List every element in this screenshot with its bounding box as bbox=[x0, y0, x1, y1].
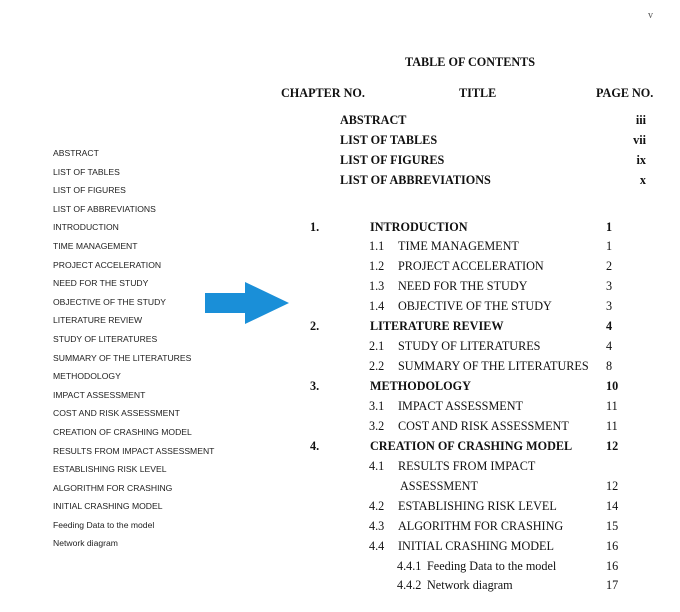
section-number: 1.2 bbox=[369, 259, 385, 273]
section-number: 1.4 bbox=[369, 299, 385, 313]
section-page: 16 bbox=[606, 539, 619, 553]
section-number: 1.1 bbox=[369, 239, 385, 253]
list-item: TIME MANAGEMENT bbox=[53, 240, 138, 251]
chapter-title: CREATION OF CRASHING MODEL bbox=[370, 439, 573, 453]
section-title: COST AND RISK ASSESSMENT bbox=[398, 419, 569, 433]
list-item: LITERATURE REVIEW bbox=[53, 315, 143, 326]
header-title: TITLE bbox=[459, 86, 497, 100]
section-number: 4.2 bbox=[369, 499, 385, 513]
subsection-number: 4.4.1 bbox=[397, 559, 422, 573]
section-title: OBJECTIVE OF THE STUDY bbox=[398, 299, 552, 313]
section-title: STUDY OF LITERATURES bbox=[398, 339, 541, 353]
section-number: 3.2 bbox=[369, 419, 385, 433]
section-title: PROJECT ACCELERATION bbox=[398, 259, 544, 273]
chapter-number: 3. bbox=[310, 379, 320, 393]
chapter-title: LITERATURE REVIEW bbox=[370, 319, 504, 333]
list-item: Feeding Data to the model bbox=[53, 519, 155, 530]
list-item: LIST OF FIGURES bbox=[53, 185, 126, 196]
section-number: 2.1 bbox=[369, 339, 385, 353]
header-page-no: PAGE NO. bbox=[596, 86, 654, 100]
chapter-page: 12 bbox=[606, 439, 619, 453]
section-page: 14 bbox=[606, 499, 619, 513]
section-title-continued: ASSESSMENT bbox=[400, 479, 478, 493]
subsection-title: Network diagram bbox=[427, 578, 513, 592]
toc-title: TABLE OF CONTENTS bbox=[405, 55, 536, 69]
toc-entry-title: ABSTRACT bbox=[340, 113, 407, 127]
toc-entry-page: vii bbox=[633, 133, 646, 147]
section-number: 1.3 bbox=[369, 279, 385, 293]
list-item: METHODOLOGY bbox=[53, 371, 121, 382]
header-chapter-no: CHAPTER NO. bbox=[281, 86, 365, 100]
subsection-page: 16 bbox=[606, 559, 619, 573]
section-page: 8 bbox=[606, 359, 613, 373]
chapter-page: 10 bbox=[606, 379, 619, 393]
section-page: 1 bbox=[606, 239, 613, 253]
list-item: STUDY OF LITERATURES bbox=[53, 333, 158, 344]
section-number: 4.3 bbox=[369, 519, 385, 533]
chapter-title: METHODOLOGY bbox=[370, 379, 471, 393]
section-page: 15 bbox=[606, 519, 619, 533]
section-page: 4 bbox=[606, 339, 613, 353]
section-page: 11 bbox=[606, 399, 618, 413]
list-item: Network diagram bbox=[53, 538, 118, 549]
section-title: RESULTS FROM IMPACT bbox=[398, 459, 536, 473]
chapter-number: 2. bbox=[310, 319, 320, 333]
section-title: ALGORITHM FOR CRASHING bbox=[398, 519, 564, 533]
section-page: 2 bbox=[606, 259, 613, 273]
section-page: 11 bbox=[606, 419, 618, 433]
list-item: ALGORITHM FOR CRASHING bbox=[53, 482, 173, 493]
chapter-number: 1. bbox=[310, 220, 320, 234]
section-number: 4.1 bbox=[369, 459, 385, 473]
toc-entry-page: x bbox=[639, 173, 646, 187]
list-item: OBJECTIVE OF THE STUDY bbox=[53, 296, 167, 307]
section-title: INITIAL CRASHING MODEL bbox=[398, 539, 554, 553]
list-item: IMPACT ASSESSMENT bbox=[53, 389, 146, 400]
toc-entry-page: iii bbox=[635, 113, 646, 127]
section-page: 3 bbox=[606, 279, 613, 293]
subsection-title: Feeding Data to the model bbox=[427, 559, 557, 573]
list-item: INITIAL CRASHING MODEL bbox=[53, 501, 163, 512]
section-title: TIME MANAGEMENT bbox=[398, 239, 519, 253]
toc-entry-page: ix bbox=[636, 153, 646, 167]
subsection-number: 4.4.2 bbox=[397, 578, 422, 592]
section-title: NEED FOR THE STUDY bbox=[398, 279, 528, 293]
list-item: LIST OF TABLES bbox=[53, 166, 120, 177]
list-item: PROJECT ACCELERATION bbox=[53, 259, 162, 270]
toc-entry-title: LIST OF FIGURES bbox=[340, 153, 445, 167]
chapter-page: 1 bbox=[606, 220, 613, 234]
toc-entry-title: LIST OF ABBREVIATIONS bbox=[340, 173, 491, 187]
section-title: ESTABLISHING RISK LEVEL bbox=[398, 499, 557, 513]
section-number: 4.4 bbox=[369, 539, 385, 553]
section-number: 3.1 bbox=[369, 399, 385, 413]
section-number: 2.2 bbox=[369, 359, 385, 373]
toc-entry-title: LIST OF TABLES bbox=[340, 133, 438, 147]
section-page: 3 bbox=[606, 299, 613, 313]
list-item: COST AND RISK ASSESSMENT bbox=[53, 408, 180, 419]
list-item: INTRODUCTION bbox=[53, 222, 119, 233]
list-item: ESTABLISHING RISK LEVEL bbox=[53, 464, 167, 475]
list-item: RESULTS FROM IMPACT ASSESSMENT bbox=[53, 445, 215, 456]
list-item: CREATION OF CRASHING MODEL bbox=[53, 426, 192, 437]
page-number: v bbox=[648, 10, 653, 21]
section-title: IMPACT ASSESSMENT bbox=[398, 399, 523, 413]
list-item: SUMMARY OF THE LITERATURES bbox=[53, 352, 192, 363]
chapter-page: 4 bbox=[606, 319, 613, 333]
section-page: 12 bbox=[606, 479, 619, 493]
list-item: LIST OF ABBREVIATIONS bbox=[53, 203, 156, 214]
list-item: NEED FOR THE STUDY bbox=[53, 278, 149, 289]
chapter-title: INTRODUCTION bbox=[370, 220, 468, 234]
chapter-number: 4. bbox=[310, 439, 320, 453]
subsection-page: 17 bbox=[606, 578, 619, 592]
list-item: ABSTRACT bbox=[53, 148, 99, 158]
section-title: SUMMARY OF THE LITERATURES bbox=[398, 359, 589, 373]
